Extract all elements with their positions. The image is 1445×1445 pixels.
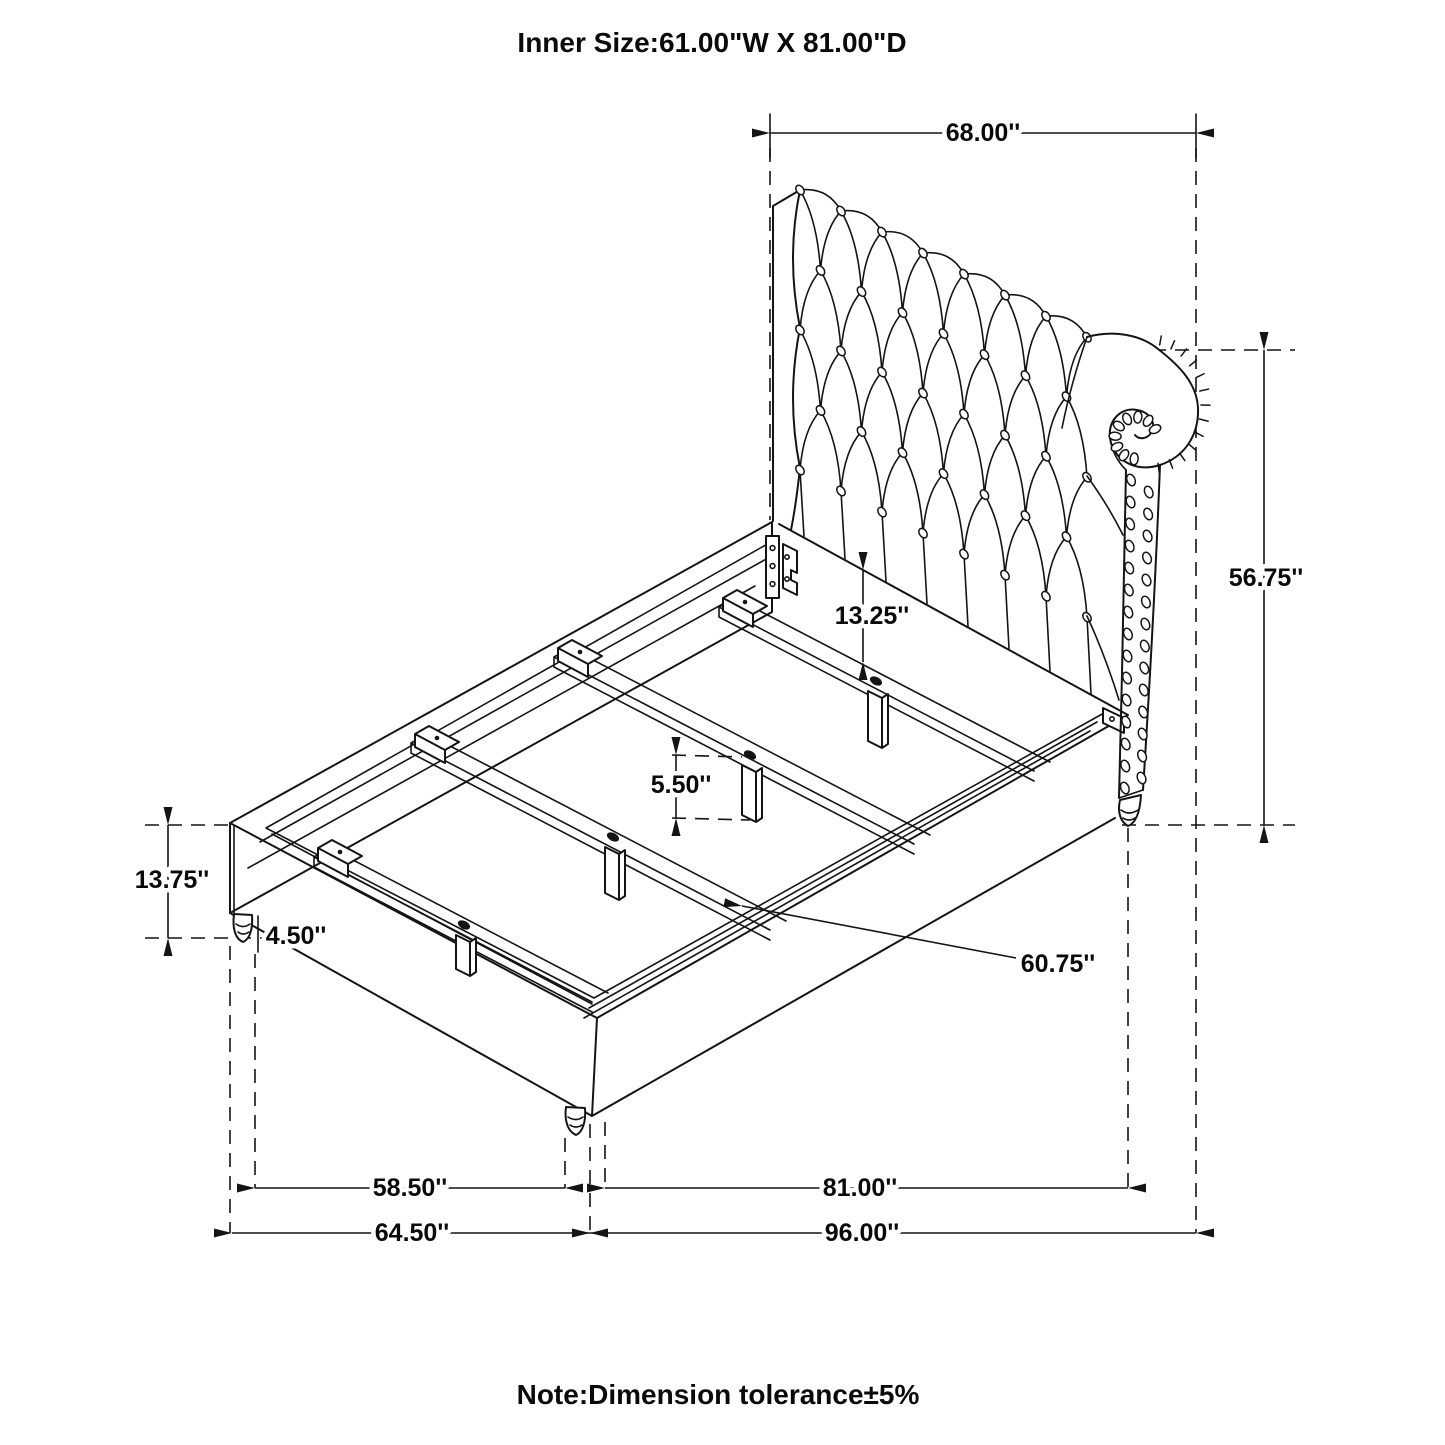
page-title: Inner Size:61.00"W X 81.00"D — [517, 27, 907, 58]
dim-side-rail-height — [135, 825, 209, 938]
slat-center-leg — [742, 765, 762, 822]
dim-label: 5.50'' — [650, 771, 712, 799]
slat — [314, 840, 608, 1012]
dim-label: 13.75'' — [134, 866, 210, 894]
dim-label: 60.75'' — [1020, 950, 1096, 978]
dim-outer-width — [232, 1219, 590, 1247]
slat-center-leg — [605, 847, 625, 900]
slat — [554, 640, 930, 854]
dim-outer-depth — [590, 1219, 1196, 1247]
dim-label: 13.25'' — [834, 602, 910, 630]
dim-label: 68.00'' — [945, 119, 1021, 147]
dim-headboard-width — [770, 114, 1196, 158]
dim-inner-depth — [605, 1174, 1128, 1202]
dim-label: 81.00'' — [822, 1174, 898, 1202]
dim-label: 4.50'' — [265, 922, 327, 950]
dim-label: 58.50'' — [372, 1174, 448, 1202]
headboard — [773, 184, 1210, 826]
slat-center-leg — [868, 691, 888, 748]
dim-label: 64.50'' — [374, 1219, 450, 1247]
slat-center-leg — [456, 935, 476, 976]
dim-slat-length — [742, 906, 1095, 978]
dim-foot-leg — [266, 922, 327, 950]
dim-inner-width — [255, 1174, 565, 1202]
foot-right-leg — [566, 1107, 586, 1135]
dim-label: 96.00'' — [824, 1219, 900, 1247]
tolerance-note: Note:Dimension tolerance±5% — [516, 1379, 920, 1410]
dim-label: 56.75'' — [1228, 564, 1304, 592]
dim-slat-leg-height — [651, 755, 712, 818]
dim-headboard-height — [1229, 350, 1303, 825]
